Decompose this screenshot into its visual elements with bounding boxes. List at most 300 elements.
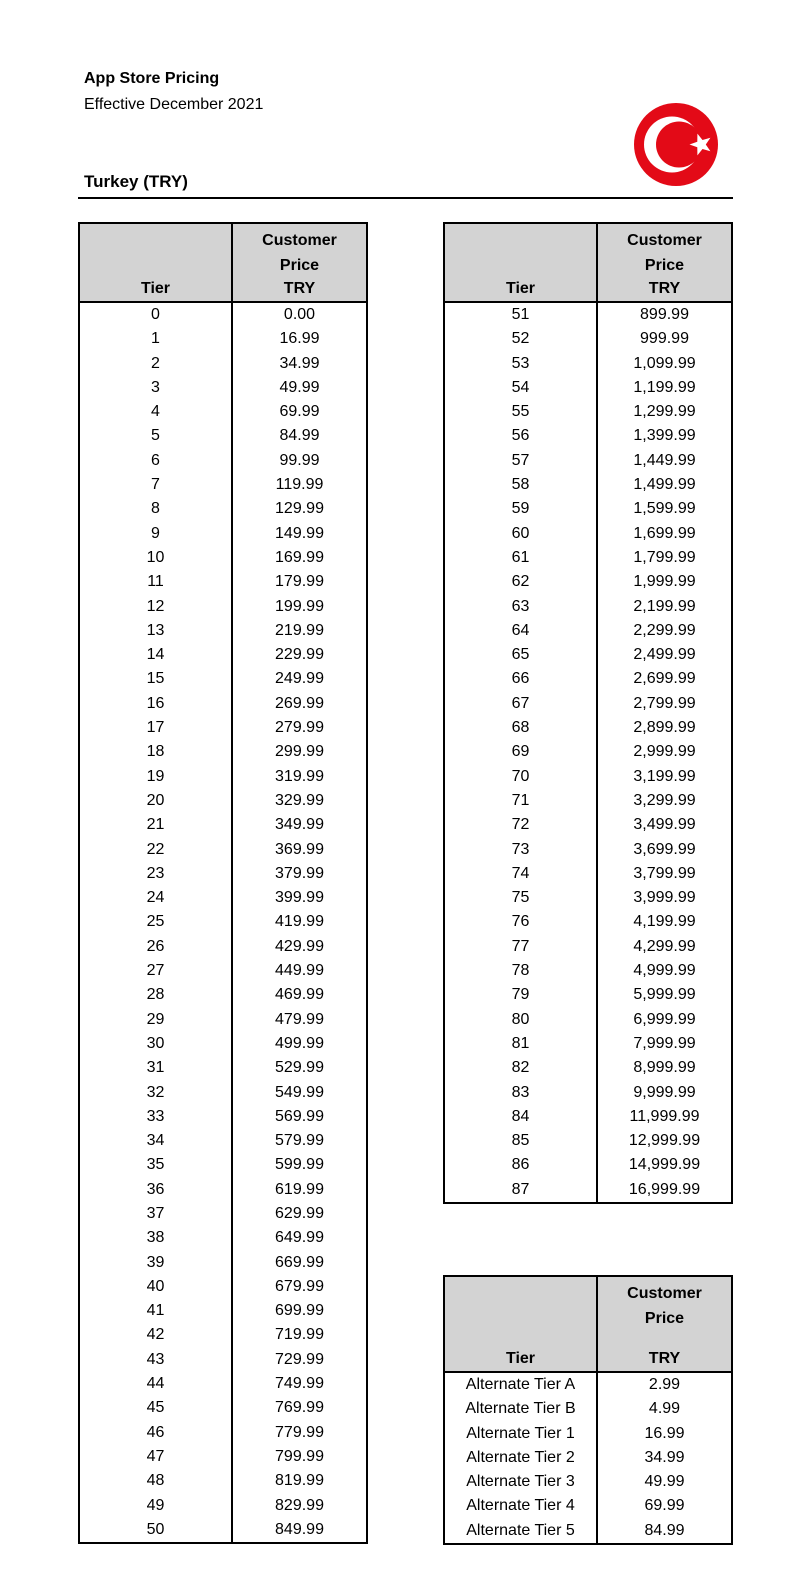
tier-header-label: Tier bbox=[140, 280, 171, 297]
tier-cell: 42 bbox=[80, 1323, 233, 1347]
table-body bbox=[80, 303, 366, 1542]
tier-cell: 56 bbox=[445, 424, 598, 448]
section-underline bbox=[78, 197, 733, 199]
price-cell: 3,999.99 bbox=[633, 889, 696, 907]
table-row bbox=[80, 643, 366, 667]
price-cell: 1,399.99 bbox=[633, 427, 696, 445]
tier-cell: 33 bbox=[80, 1105, 233, 1129]
price-cell: 679.99 bbox=[275, 1277, 324, 1295]
tier-cell: 71 bbox=[445, 789, 598, 813]
table-row bbox=[445, 1032, 731, 1056]
price-cell: 8,999.99 bbox=[633, 1059, 696, 1077]
price-cell: 49.99 bbox=[279, 378, 320, 396]
tier-header-label: Tier bbox=[505, 280, 536, 297]
tier-cell: 49 bbox=[80, 1494, 233, 1518]
tier-cell: 79 bbox=[445, 983, 598, 1007]
table-row bbox=[445, 303, 731, 327]
price-cell: 449.99 bbox=[275, 962, 324, 980]
table-row bbox=[80, 1153, 366, 1177]
table-row bbox=[80, 1348, 366, 1372]
tier-cell: 0 bbox=[80, 303, 233, 327]
table-row bbox=[445, 400, 731, 424]
price-cell: 2,799.99 bbox=[633, 694, 696, 712]
table-row bbox=[445, 959, 731, 983]
tier-cell: 39 bbox=[80, 1251, 233, 1275]
table-row bbox=[80, 1202, 366, 1226]
price-column-header bbox=[233, 224, 366, 301]
price-cell: 2,999.99 bbox=[633, 743, 696, 761]
tier-cell: 18 bbox=[80, 740, 233, 764]
price-cell: 899.99 bbox=[640, 306, 689, 323]
tier-cell: 75 bbox=[445, 886, 598, 910]
tier-cell: 20 bbox=[80, 789, 233, 813]
tier-cell: 76 bbox=[445, 910, 598, 934]
tier-cell: 10 bbox=[80, 546, 233, 570]
price-cell: 829.99 bbox=[275, 1496, 324, 1514]
tier-cell: 31 bbox=[80, 1056, 233, 1080]
table-row bbox=[445, 1519, 731, 1543]
table-row bbox=[80, 497, 366, 521]
price-cell: 69.99 bbox=[279, 403, 320, 421]
table-body bbox=[445, 1373, 731, 1543]
tier-cell: 8 bbox=[80, 497, 233, 521]
price-header-line1: Customer bbox=[627, 1285, 702, 1302]
table-row bbox=[80, 983, 366, 1007]
price-cell: 499.99 bbox=[275, 1034, 324, 1052]
price-cell: 229.99 bbox=[275, 646, 324, 664]
tier-cell: 1 bbox=[80, 327, 233, 351]
price-cell: 84.99 bbox=[279, 427, 320, 445]
tier-cell: 46 bbox=[80, 1421, 233, 1445]
price-cell: 749.99 bbox=[275, 1375, 324, 1393]
price-cell: 34.99 bbox=[644, 1448, 685, 1466]
price-cell: 219.99 bbox=[275, 621, 324, 639]
price-cell: 4,199.99 bbox=[633, 913, 696, 931]
price-cell: 69.99 bbox=[644, 1497, 685, 1515]
price-table-tiers-0-50 bbox=[78, 222, 368, 1544]
table-header bbox=[445, 224, 731, 303]
tier-cell: Alternate Tier B bbox=[445, 1397, 598, 1421]
price-cell: 3,499.99 bbox=[633, 816, 696, 834]
tier-cell: 53 bbox=[445, 352, 598, 376]
table-row bbox=[80, 1081, 366, 1105]
price-cell: 49.99 bbox=[644, 1473, 685, 1491]
tier-cell: 45 bbox=[80, 1396, 233, 1420]
table-row bbox=[445, 546, 731, 570]
tier-cell: 3 bbox=[80, 376, 233, 400]
tier-cell: 48 bbox=[80, 1469, 233, 1493]
price-cell: 9,999.99 bbox=[633, 1083, 696, 1101]
table-row bbox=[445, 838, 731, 862]
table-row bbox=[80, 303, 366, 327]
tier-cell: 84 bbox=[445, 1105, 598, 1129]
tier-cell: 57 bbox=[445, 449, 598, 473]
table-row bbox=[445, 327, 731, 351]
price-cell: 319.99 bbox=[275, 767, 324, 785]
table-row bbox=[445, 910, 731, 934]
tier-cell: 22 bbox=[80, 838, 233, 862]
table-row bbox=[445, 449, 731, 473]
tier-cell: 19 bbox=[80, 765, 233, 789]
price-cell: 279.99 bbox=[275, 719, 324, 737]
tier-cell: 29 bbox=[80, 1008, 233, 1032]
price-cell: 429.99 bbox=[275, 937, 324, 955]
tier-cell: 87 bbox=[445, 1178, 598, 1202]
currency-header-label: TRY bbox=[283, 280, 316, 297]
tier-cell: 83 bbox=[445, 1081, 598, 1105]
table-row bbox=[445, 376, 731, 400]
price-cell: 629.99 bbox=[275, 1204, 324, 1222]
tier-column-header bbox=[80, 224, 233, 301]
tier-cell: 80 bbox=[445, 1008, 598, 1032]
price-cell: 349.99 bbox=[275, 816, 324, 834]
price-cell: 369.99 bbox=[275, 840, 324, 858]
table-row bbox=[445, 740, 731, 764]
table-row bbox=[80, 1469, 366, 1493]
price-cell: 569.99 bbox=[275, 1107, 324, 1125]
tier-cell: 67 bbox=[445, 692, 598, 716]
table-row bbox=[80, 1323, 366, 1347]
table-row bbox=[445, 692, 731, 716]
table-row bbox=[80, 838, 366, 862]
price-cell: 119.99 bbox=[275, 476, 324, 494]
tier-cell: 5 bbox=[80, 424, 233, 448]
table-row bbox=[80, 546, 366, 570]
tier-cell: 38 bbox=[80, 1226, 233, 1250]
tier-cell: 70 bbox=[445, 765, 598, 789]
price-header-line1: Customer bbox=[262, 232, 337, 249]
price-cell: 3,699.99 bbox=[633, 840, 696, 858]
table-row bbox=[445, 862, 731, 886]
tier-cell: 58 bbox=[445, 473, 598, 497]
tier-cell: 37 bbox=[80, 1202, 233, 1226]
table-row bbox=[445, 1397, 731, 1421]
price-header-line2: Price bbox=[279, 257, 320, 274]
table-row bbox=[80, 1494, 366, 1518]
price-cell: 779.99 bbox=[275, 1423, 324, 1441]
tier-cell: 34 bbox=[80, 1129, 233, 1153]
turkey-flag-icon bbox=[634, 102, 718, 186]
tier-cell: 68 bbox=[445, 716, 598, 740]
price-cell: 699.99 bbox=[275, 1302, 324, 1320]
table-row bbox=[80, 1129, 366, 1153]
tier-cell: Alternate Tier 5 bbox=[445, 1519, 598, 1543]
table-row bbox=[445, 1081, 731, 1105]
table-row bbox=[80, 1056, 366, 1080]
price-cell: 3,199.99 bbox=[633, 767, 696, 785]
tier-column-header bbox=[445, 1277, 598, 1371]
price-cell: 3,299.99 bbox=[633, 791, 696, 809]
tier-cell: 25 bbox=[80, 910, 233, 934]
table-row bbox=[445, 619, 731, 643]
tier-cell: 26 bbox=[80, 935, 233, 959]
table-row bbox=[445, 765, 731, 789]
price-cell: 3,799.99 bbox=[633, 864, 696, 882]
price-cell: 329.99 bbox=[275, 791, 324, 809]
table-row bbox=[80, 1421, 366, 1445]
tier-cell: 74 bbox=[445, 862, 598, 886]
table-header bbox=[445, 1277, 731, 1373]
table-row bbox=[445, 1153, 731, 1177]
tier-cell: 41 bbox=[80, 1299, 233, 1323]
price-cell: 16,999.99 bbox=[628, 1180, 701, 1198]
tier-header-label: Tier bbox=[505, 1350, 536, 1367]
price-cell: 4.99 bbox=[648, 1400, 681, 1418]
table-row bbox=[445, 1373, 731, 1397]
price-cell: 2,499.99 bbox=[633, 646, 696, 664]
price-header-line2: Price bbox=[644, 1310, 685, 1327]
price-cell: 12,999.99 bbox=[628, 1132, 701, 1150]
price-cell: 649.99 bbox=[275, 1229, 324, 1247]
price-cell: 379.99 bbox=[275, 864, 324, 882]
price-cell: 11,999.99 bbox=[629, 1107, 700, 1125]
table-row bbox=[445, 935, 731, 959]
page-title: App Store Pricing bbox=[84, 70, 220, 87]
table-row bbox=[80, 1251, 366, 1275]
tier-cell: 86 bbox=[445, 1153, 598, 1177]
tier-cell: 4 bbox=[80, 400, 233, 424]
tier-cell: 50 bbox=[80, 1518, 233, 1542]
price-cell: 34.99 bbox=[279, 354, 320, 372]
price-cell: 619.99 bbox=[275, 1180, 324, 1198]
table-row bbox=[80, 400, 366, 424]
price-cell: 549.99 bbox=[275, 1083, 324, 1101]
tier-cell: 32 bbox=[80, 1081, 233, 1105]
price-cell: 149.99 bbox=[275, 524, 324, 542]
price-cell: 4,999.99 bbox=[633, 962, 696, 980]
price-cell: 469.99 bbox=[275, 986, 324, 1004]
tier-cell: 9 bbox=[80, 522, 233, 546]
price-cell: 7,999.99 bbox=[633, 1034, 696, 1052]
table-row bbox=[80, 692, 366, 716]
tier-cell: 47 bbox=[80, 1445, 233, 1469]
table-row bbox=[80, 619, 366, 643]
table-row bbox=[80, 959, 366, 983]
table-row bbox=[80, 740, 366, 764]
table-row bbox=[80, 1032, 366, 1056]
tier-cell: 2 bbox=[80, 352, 233, 376]
price-cell: 399.99 bbox=[275, 889, 324, 907]
tier-cell: 43 bbox=[80, 1348, 233, 1372]
currency-header-label: TRY bbox=[648, 280, 681, 297]
tier-cell: 54 bbox=[445, 376, 598, 400]
price-header-line1: Customer bbox=[627, 232, 702, 249]
price-header-line2: Price bbox=[644, 257, 685, 274]
table-row bbox=[80, 1275, 366, 1299]
table-row bbox=[80, 1226, 366, 1250]
tier-cell: 62 bbox=[445, 570, 598, 594]
table-row bbox=[445, 1056, 731, 1080]
price-cell: 599.99 bbox=[275, 1156, 324, 1174]
tier-cell: 51 bbox=[445, 303, 598, 327]
page-subtitle: Effective December 2021 bbox=[84, 96, 264, 113]
tier-cell: Alternate Tier 2 bbox=[445, 1446, 598, 1470]
price-table-tiers-51-87 bbox=[443, 222, 733, 1204]
tier-cell: 30 bbox=[80, 1032, 233, 1056]
price-cell: 169.99 bbox=[275, 548, 324, 566]
price-cell: 729.99 bbox=[275, 1350, 324, 1368]
price-cell: 4,299.99 bbox=[633, 937, 696, 955]
tier-cell: 52 bbox=[445, 327, 598, 351]
table-row bbox=[445, 1494, 731, 1518]
tier-cell: 59 bbox=[445, 497, 598, 521]
price-table-alternate-tiers bbox=[443, 1275, 733, 1545]
table-row bbox=[80, 789, 366, 813]
price-cell: 1,799.99 bbox=[633, 548, 696, 566]
table-row bbox=[80, 1008, 366, 1032]
price-cell: 2,299.99 bbox=[633, 621, 696, 639]
price-cell: 249.99 bbox=[275, 670, 324, 688]
table-row bbox=[445, 1178, 731, 1202]
table-row bbox=[445, 716, 731, 740]
table-row bbox=[445, 1105, 731, 1129]
price-cell: 179.99 bbox=[275, 573, 324, 591]
table-row bbox=[445, 570, 731, 594]
price-cell: 5,999.99 bbox=[633, 986, 696, 1004]
tier-cell: 82 bbox=[445, 1056, 598, 1080]
price-cell: 819.99 bbox=[275, 1472, 324, 1490]
tier-cell: 64 bbox=[445, 619, 598, 643]
price-cell: 1,499.99 bbox=[633, 476, 696, 494]
table-row bbox=[445, 424, 731, 448]
table-row bbox=[445, 886, 731, 910]
table-row bbox=[80, 716, 366, 740]
tier-cell: 23 bbox=[80, 862, 233, 886]
price-cell: 129.99 bbox=[275, 500, 324, 518]
tier-cell: 60 bbox=[445, 522, 598, 546]
table-row bbox=[80, 935, 366, 959]
price-cell: 669.99 bbox=[275, 1253, 324, 1271]
price-cell: 2,199.99 bbox=[633, 597, 696, 615]
tier-cell: 13 bbox=[80, 619, 233, 643]
table-row bbox=[80, 595, 366, 619]
price-cell: 2.99 bbox=[648, 1376, 681, 1393]
table-row bbox=[80, 1518, 366, 1542]
tier-cell: 12 bbox=[80, 595, 233, 619]
table-row bbox=[80, 910, 366, 934]
price-cell: 16.99 bbox=[644, 1424, 685, 1442]
price-cell: 6,999.99 bbox=[633, 1010, 696, 1028]
currency-header-label: TRY bbox=[648, 1350, 681, 1367]
price-cell: 1,999.99 bbox=[633, 573, 696, 591]
price-cell: 419.99 bbox=[275, 913, 324, 931]
price-cell: 2,899.99 bbox=[633, 719, 696, 737]
tier-cell: 61 bbox=[445, 546, 598, 570]
price-cell: 529.99 bbox=[275, 1059, 324, 1077]
table-row bbox=[80, 667, 366, 691]
tier-cell: 21 bbox=[80, 813, 233, 837]
tier-cell: 35 bbox=[80, 1153, 233, 1177]
price-cell: 999.99 bbox=[640, 330, 689, 348]
price-cell: 579.99 bbox=[275, 1132, 324, 1150]
table-row bbox=[445, 1470, 731, 1494]
price-cell: 719.99 bbox=[275, 1326, 324, 1344]
tier-cell: 36 bbox=[80, 1178, 233, 1202]
table-row bbox=[445, 983, 731, 1007]
table-row bbox=[80, 570, 366, 594]
tier-cell: 7 bbox=[80, 473, 233, 497]
price-cell: 199.99 bbox=[275, 597, 324, 615]
table-row bbox=[80, 813, 366, 837]
price-cell: 0.00 bbox=[283, 306, 316, 323]
price-cell: 99.99 bbox=[279, 451, 320, 469]
tier-cell: 77 bbox=[445, 935, 598, 959]
tier-cell: 63 bbox=[445, 595, 598, 619]
table-row bbox=[445, 522, 731, 546]
price-cell: 769.99 bbox=[275, 1399, 324, 1417]
table-row bbox=[80, 376, 366, 400]
price-cell: 14,999.99 bbox=[628, 1156, 701, 1174]
table-header bbox=[80, 224, 366, 303]
table-row bbox=[80, 1105, 366, 1129]
section-title: Turkey (TRY) bbox=[84, 172, 188, 191]
tier-cell: 72 bbox=[445, 813, 598, 837]
table-row bbox=[445, 789, 731, 813]
tier-cell: Alternate Tier 1 bbox=[445, 1422, 598, 1446]
price-cell: 1,599.99 bbox=[633, 500, 696, 518]
table-row bbox=[80, 522, 366, 546]
tier-cell: 6 bbox=[80, 449, 233, 473]
tier-cell: 85 bbox=[445, 1129, 598, 1153]
tier-cell: 11 bbox=[80, 570, 233, 594]
tier-cell: 69 bbox=[445, 740, 598, 764]
table-row bbox=[445, 813, 731, 837]
tier-cell: 27 bbox=[80, 959, 233, 983]
price-cell: 84.99 bbox=[644, 1521, 685, 1539]
table-row bbox=[445, 667, 731, 691]
table-row bbox=[445, 497, 731, 521]
price-column-header bbox=[598, 224, 731, 301]
tier-cell: Alternate Tier A bbox=[445, 1373, 598, 1397]
price-cell: 849.99 bbox=[275, 1520, 324, 1538]
table-body bbox=[445, 303, 731, 1202]
price-cell: 479.99 bbox=[275, 1010, 324, 1028]
table-row bbox=[80, 424, 366, 448]
table-row bbox=[445, 643, 731, 667]
price-cell: 269.99 bbox=[275, 694, 324, 712]
tier-cell: 15 bbox=[80, 667, 233, 691]
table-row bbox=[80, 765, 366, 789]
table-row bbox=[80, 1372, 366, 1396]
table-row bbox=[445, 352, 731, 376]
table-row bbox=[80, 327, 366, 351]
price-cell: 1,099.99 bbox=[633, 354, 696, 372]
table-row bbox=[80, 449, 366, 473]
table-row bbox=[80, 1299, 366, 1323]
table-row bbox=[80, 886, 366, 910]
table-row bbox=[445, 1129, 731, 1153]
table-row bbox=[445, 1446, 731, 1470]
price-cell: 2,699.99 bbox=[633, 670, 696, 688]
price-cell: 1,449.99 bbox=[633, 451, 696, 469]
table-row bbox=[445, 1008, 731, 1032]
table-row bbox=[80, 1396, 366, 1420]
tier-cell: 24 bbox=[80, 886, 233, 910]
tier-cell: 44 bbox=[80, 1372, 233, 1396]
table-row bbox=[80, 473, 366, 497]
tier-cell: 28 bbox=[80, 983, 233, 1007]
tier-cell: 55 bbox=[445, 400, 598, 424]
table-row bbox=[445, 473, 731, 497]
price-column-header bbox=[598, 1277, 731, 1371]
table-row bbox=[80, 862, 366, 886]
tier-cell: 65 bbox=[445, 643, 598, 667]
tier-cell: 17 bbox=[80, 716, 233, 740]
price-cell: 799.99 bbox=[275, 1447, 324, 1465]
table-row bbox=[445, 595, 731, 619]
tier-cell: 78 bbox=[445, 959, 598, 983]
price-cell: 299.99 bbox=[275, 743, 324, 761]
